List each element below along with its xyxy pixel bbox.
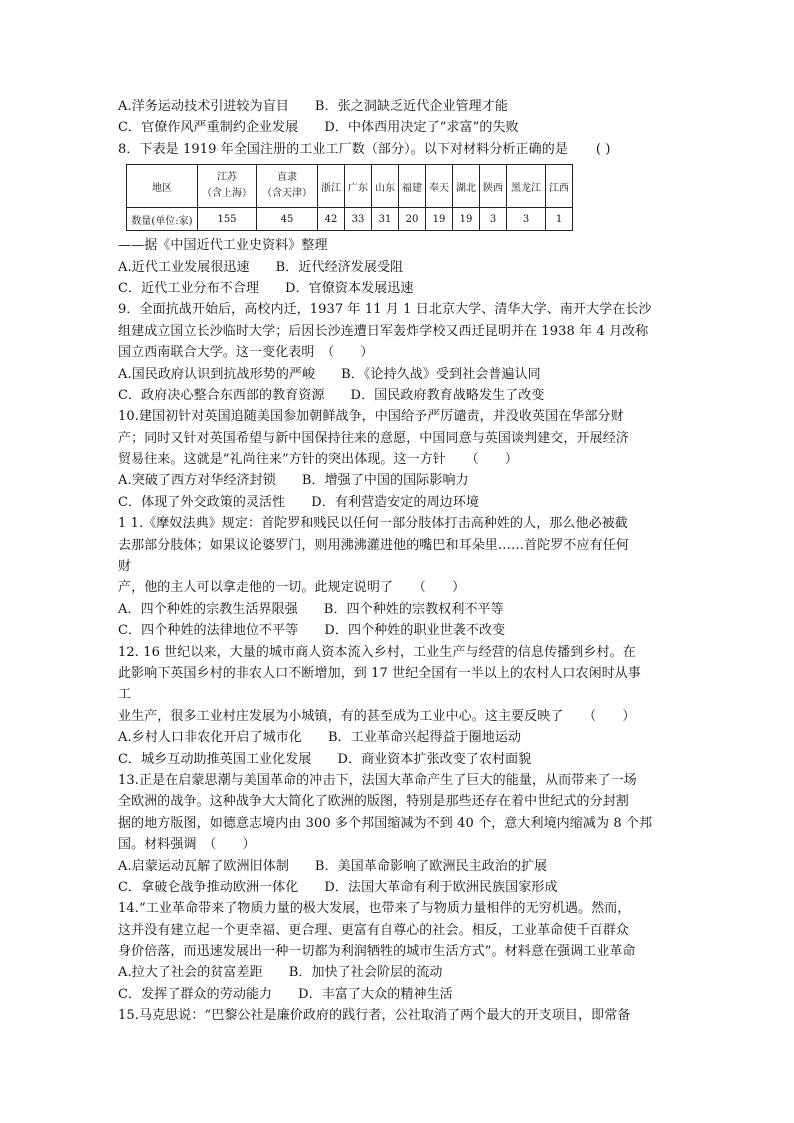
option-c: C．近代工业分布不合理 — [118, 280, 260, 296]
option-a: A.近代工业发展很迅速 — [118, 259, 250, 275]
question-13-line: 全欧洲的战争。这种战争大大简化了欧洲的版图，特别是那些还存在着中世纪式的分封割 — [118, 794, 629, 810]
table-header-cell: 黑龙江 — [507, 165, 546, 208]
table-cell: 20 — [399, 208, 426, 231]
question-12-line: 此影响下英国乡村的非农人口不断增加，到 17 世纪全国有一半以上的农村人口农闲时从事 — [118, 665, 642, 681]
option-d: D．四个种姓的职业世袭不改变 — [324, 623, 506, 639]
exam-page — [118, 96, 678, 1027]
option-b: B．张之洞缺乏近代企业管理才能 — [314, 99, 508, 114]
option-line — [118, 492, 678, 513]
table-cell: 31 — [372, 208, 399, 231]
option-a: A.突破了西方对华经济封锁 — [118, 473, 276, 489]
option-a: A.拉大了社会的贫富差距 — [118, 965, 263, 981]
table-cell: 45 — [257, 208, 318, 231]
table-cell: 3 — [507, 208, 546, 231]
table-cell: 1 — [546, 208, 573, 231]
option-line — [118, 385, 678, 406]
question-8-text: 8．下表是 1919 年全国注册的工业工厂数（部分）。以下对材料分析正确的是 — [118, 141, 568, 157]
option-a: A.洋务运动技术引进较为盲目 — [118, 99, 289, 114]
question-12-line: 业生产，很多工业村庄发展为小城镇，有的甚至成为工业中心。这主要反映了 （ ） — [118, 708, 636, 724]
table-cell: 3 — [480, 208, 507, 231]
table-header-cell: 福建 — [399, 165, 426, 208]
option-d: D．中体西用决定了“求富”的失败 — [324, 120, 519, 136]
option-line — [118, 470, 678, 491]
option-line — [118, 856, 678, 877]
option-d: D．有利营造安定的周边环境 — [311, 494, 479, 510]
table-header-cell: 地区 — [127, 165, 198, 208]
option-line — [118, 877, 678, 898]
option-b: B．近代经济发展受阻 — [275, 259, 404, 275]
question-9-line: 国立西南联合大学。这一变化表明 （ ） — [118, 345, 374, 361]
option-c: C．官僚作风严重制约企业发展 — [118, 120, 299, 136]
question-15-line: 15.马克思说：“巴黎公社是廉价政府的践行者，公社取消了两个最大的开支项目，即常备 — [118, 1008, 631, 1024]
table-cell: 155 — [198, 208, 257, 231]
option-line — [118, 727, 678, 748]
question-10-line: 10.建国初针对英国追随美国参加朝鲜战争，中国给予严厉谴责，并没收英国在华部分财 — [118, 409, 624, 425]
option-line — [118, 117, 678, 138]
question-12-line: 工 — [118, 687, 132, 703]
option-a: A.启蒙运动瓦解了欧洲旧体制 — [118, 858, 289, 874]
option-c: C．体现了外交政策的灵活性 — [118, 494, 286, 510]
option-c: C．拿破仑战争推动欧洲一体化 — [118, 879, 299, 895]
question-13-line: 13.正是在启蒙思潮与美国革命的冲击下，法国大革命产生了巨大的能量，从而带来了一场 — [118, 772, 637, 788]
question-10-line: 产；同时又针对英国希望与新中国保持往来的意愿，中国同意与英国谈判建交，开展经济 — [118, 430, 629, 446]
option-b: B．加快了社会阶层的流动 — [288, 965, 443, 981]
question-11-line: 去那部分肢体；如果议论婆罗门，则用沸沸灌进他的嘴巴和耳朵里……首陀罗不应有任何 — [118, 537, 629, 553]
table-source: ——据《中国近代工业史资料》整理 — [118, 238, 328, 254]
option-a: A．四个种姓的宗教生活界限强 — [118, 601, 298, 617]
option-c: C．城乡互动助推英国工业化发展 — [118, 751, 312, 767]
option-d: D．丰富了大众的精神生活 — [298, 986, 453, 1002]
table-header-cell: 江西 — [546, 165, 573, 208]
table-cell: 19 — [453, 208, 480, 231]
table-header-cell: 直隶 （含天津） — [257, 165, 318, 208]
question-9-line: 组建成立国立长沙临时大学；后因长沙连遭日军轰炸学校又西迁昆明并在 1938 年 4 月改称 — [118, 323, 649, 339]
question-12-line: 12. 16 世纪以来，大量的城市商人资本流入乡村，工业生产与经营的信息传播到乡村。在 — [118, 644, 636, 660]
option-b: B．四个种姓的宗教权利不平等 — [323, 601, 504, 617]
option-d: D．官僚资本发展迅速 — [285, 280, 414, 296]
option-c: C．四个种姓的法律地位不平等 — [118, 623, 299, 639]
factory-count-table — [126, 164, 573, 231]
option-line — [118, 962, 678, 983]
option-b: B．增强了中国的国际影响力 — [301, 473, 469, 489]
table-header-row — [127, 165, 573, 208]
option-line — [118, 257, 678, 278]
option-c: C．发挥了群众的劳动能力 — [118, 986, 273, 1002]
option-line — [118, 599, 678, 620]
question-11-line: 产，他的主人可以拿走他的一切。此规定说明了 （ ） — [118, 580, 466, 596]
table-cell: 42 — [318, 208, 345, 231]
question-9-line: 9．全面抗战开始后，高校内迁，1937 年 11 月 1 日北京大学、清华大学、南开大学在长沙 — [118, 302, 652, 318]
table-header-cell: 广东 — [345, 165, 372, 208]
option-b: B．工业革命兴起得益于圈地运动 — [328, 730, 522, 746]
answer-bracket: ( ) — [595, 141, 611, 157]
table-header-cell: 湖北 — [453, 165, 480, 208]
table-header-cell: 奉天 — [426, 165, 453, 208]
option-d: D．法国大革命有利于欧洲民族国家形成 — [324, 879, 558, 895]
table-row — [127, 208, 573, 231]
option-line — [118, 96, 678, 117]
table-header-cell: 山东 — [372, 165, 399, 208]
option-line — [118, 749, 678, 770]
question-11-line: 财 — [118, 559, 132, 575]
option-line — [118, 620, 678, 641]
option-line — [118, 364, 678, 385]
table-cell: 33 — [345, 208, 372, 231]
option-b: B．《论持久战》受到社会普遍认同 — [341, 366, 541, 382]
option-line — [118, 278, 678, 299]
option-a: A.国民政府认识到抗战形势的严峻 — [118, 366, 316, 382]
table-row-label: 数量(单位:家) — [127, 208, 198, 231]
question-10-line: 贸易往来。这就是“礼尚往来”方针的突出体现。这一方针 （ ） — [118, 452, 518, 468]
option-a: A.乡村人口非农化开启了城市化 — [118, 730, 303, 746]
question-11-line: 1 1.《摩奴法典》规定：首陀罗和贱民以任何一部分肢体打击高种姓的人，那么他必被截 — [118, 516, 628, 532]
question-13-line: 国。材料强调 （ ） — [118, 837, 256, 853]
table-header-cell: 陕西 — [480, 165, 507, 208]
option-line — [118, 984, 678, 1005]
table-cell: 19 — [426, 208, 453, 231]
option-b: B．美国革命影响了欧洲民主政治的扩展 — [314, 858, 548, 874]
option-c: C．政府决心整合东西部的教育资源 — [118, 387, 325, 403]
question-14-line: 14.“工业革命带来了物质力量的极大发展，也带来了与物质力量相伴的无穷机遇。然而， — [118, 901, 631, 917]
option-d: D．商业资本扩张改变了农村面貌 — [337, 751, 532, 767]
table-header-cell: 江苏 （含上海） — [198, 165, 257, 208]
question-14-line: 身价倍落，而迅速发展出一种一切都为利润牺牲的城市生活方式”。材料意在强调工业革命 — [118, 944, 636, 960]
table-header-cell: 浙江 — [318, 165, 345, 208]
question-8-stem — [118, 139, 678, 160]
question-14-line: 这并没有建立起一个更幸福、更合理、更富有自尊心的社会。相反，工业革命使千百群众 — [118, 922, 629, 938]
question-13-line: 据的地方版图，如德意志境内由 300 多个邦国缩减为不到 40 个，意大利境内缩减为 8 个邦 — [118, 815, 653, 831]
option-d: D．国民政府教育战略发生了改变 — [350, 387, 545, 403]
